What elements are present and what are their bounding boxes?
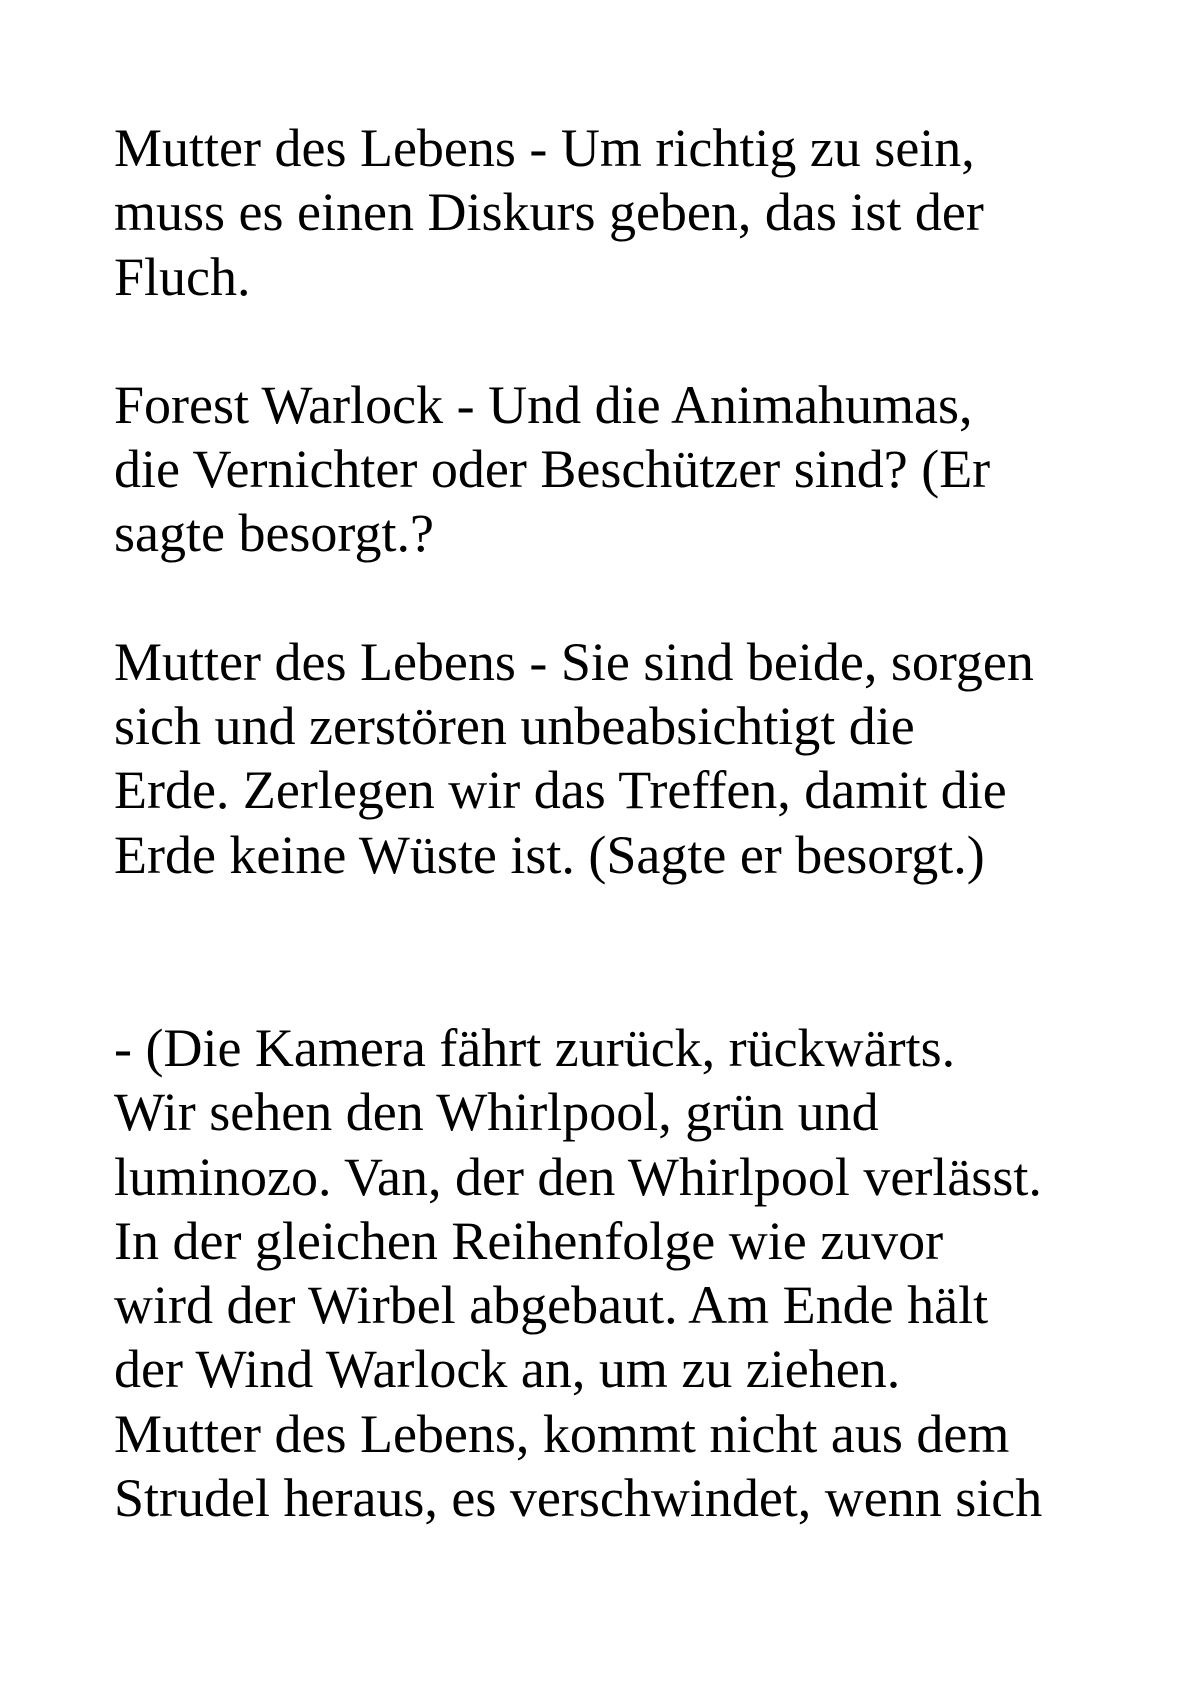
paragraph-mutter-des-lebens-1 — [114, 116, 1114, 309]
text-line: Erde keine Wüste ist. (Sagte er besorgt.) — [114, 824, 985, 885]
text-line: Mutter des Lebens - Sie sind beide, sorgen — [114, 631, 1034, 692]
text-line: Strudel heraus, es verschwindet, wenn sich — [114, 1468, 1043, 1529]
paragraph-spacer — [114, 566, 1114, 630]
paragraph-spacer — [114, 887, 1114, 1016]
paragraph-spacer — [114, 309, 1114, 373]
text-line: Wir sehen den Whirlpool, grün und — [114, 1082, 879, 1143]
text-line: Mutter des Lebens - Um richtig zu sein, — [114, 118, 975, 178]
text-line: wird der Wirbel abgebaut. Am Ende hält — [114, 1275, 989, 1336]
paragraph-forest-warlock — [114, 373, 1114, 566]
text-line: der Wind Warlock an, um zu ziehen. — [114, 1339, 901, 1400]
text-line: - (Die Kamera fährt zurück, rückwärts. — [114, 1017, 956, 1078]
paragraph-mutter-des-lebens-2 — [114, 630, 1114, 887]
text-line: In der gleichen Reihenfolge wie zuvor — [114, 1210, 944, 1271]
text-line: sagte besorgt.? — [114, 503, 434, 564]
text-line: muss es einen Diskurs geben, das ist der — [114, 182, 984, 243]
text-line: Erde. Zerlegen wir das Treffen, damit die — [114, 760, 1007, 821]
text-line: die Vernichter oder Beschützer sind? (Er — [114, 439, 991, 500]
paragraph-stage-direction — [114, 1016, 1114, 1530]
text-line: Fluch. — [114, 246, 251, 307]
text-line: sich und zerstören unbeabsichtigt die — [114, 696, 915, 757]
document-page — [114, 116, 1114, 1530]
text-line: Mutter des Lebens, kommt nicht aus dem — [114, 1403, 1010, 1464]
text-line: Forest Warlock - Und die Animahumas, — [114, 374, 973, 435]
text-line: luminozo. Van, der den Whirlpool verlässt. — [114, 1146, 1042, 1207]
